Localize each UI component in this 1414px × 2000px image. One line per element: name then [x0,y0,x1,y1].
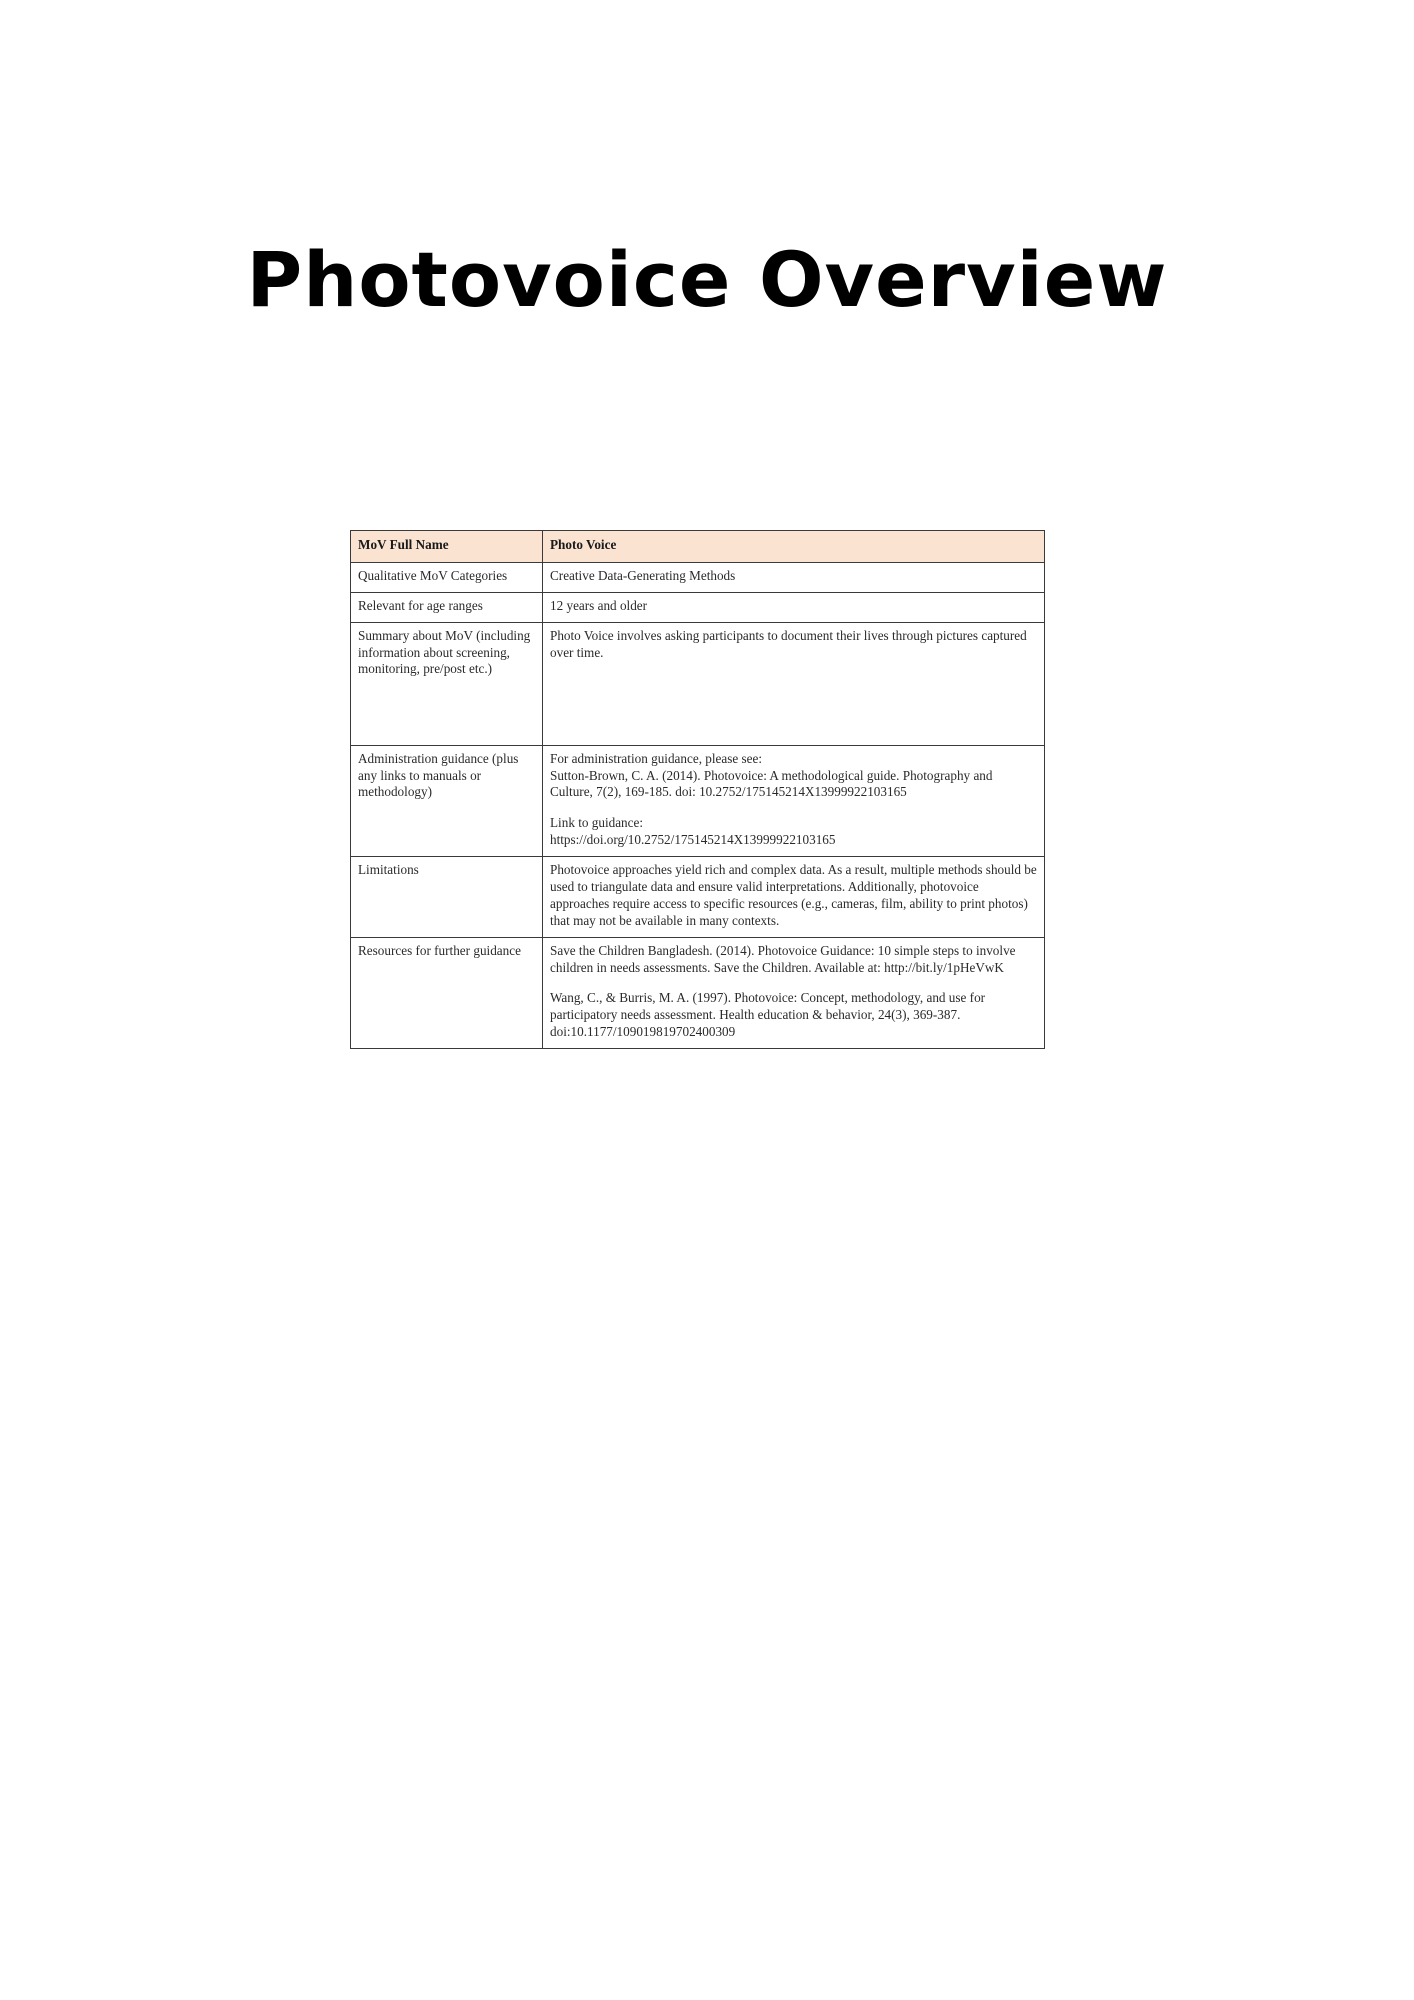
admin-guidance-intro: For administration guidance, please see: [550,750,763,766]
row-label-resources: Resources for further guidance [351,937,543,1048]
row-label-summary: Summary about MoV (including information about screening, monitoring, pre/post etc.) [351,622,543,745]
row-value-qualitative-categories: Creative Data-Generating Methods [543,562,1045,592]
admin-guidance-citation: Sutton-Brown, C. A. (2014). Photovoice: A methodological guide. Photography and Culture, 7(2), 169-185. doi: 10.2752/175145214X13999922103165 [550,767,993,800]
table-row [351,857,1045,938]
header-cell-mov-full-name: MoV Full Name [351,531,543,563]
table-header-row [351,531,1045,563]
resource-reference-1: Save the Children Bangladesh. (2014). Photovoice Guidance: 10 simple steps to involve children in needs assessments. Save the Children. Available at: http://bit.ly/1pHeVwK [550,942,1016,975]
table-row [351,622,1045,745]
admin-guidance-link-url[interactable]: https://doi.org/10.2752/175145214X13999922103165 [550,832,836,848]
admin-guidance-link-label: Link to guidance: [550,815,644,831]
row-value-limitations: Photovoice approaches yield rich and complex data. As a result, multiple methods should be used to triangulate data and ensure valid interpretations. Additionally, photovoice approaches require access to specific resources (e.g., cameras, film, ability to print photos) that may not be available in many contexts. [543,857,1045,938]
row-value-administration-guidance [543,745,1045,856]
row-value-resources [543,937,1045,1048]
row-label-administration-guidance: Administration guidance (plus any links to manuals or methodology) [351,745,543,856]
table-row [351,745,1045,856]
table-row [351,562,1045,592]
row-label-qualitative-categories: Qualitative MoV Categories [351,562,543,592]
row-label-limitations: Limitations [351,857,543,938]
table-row [351,937,1045,1048]
row-value-age-ranges: 12 years and older [543,592,1045,622]
table-row [351,592,1045,622]
header-cell-photo-voice: Photo Voice [543,531,1045,563]
page-title: Photovoice Overview [246,235,1168,324]
mov-table-container [350,530,1044,1049]
row-value-summary: Photo Voice involves asking participants to document their lives through pictures captured over time. [543,622,1045,745]
row-label-age-ranges: Relevant for age ranges [351,592,543,622]
mov-table [350,530,1045,1049]
resource-reference-2: Wang, C., & Burris, M. A. (1997). Photovoice: Concept, methodology, and use for participatory needs assessment. Health education & behavior, 24(3), 369-387. doi:10.1177/109019819702400309 [550,990,986,1040]
